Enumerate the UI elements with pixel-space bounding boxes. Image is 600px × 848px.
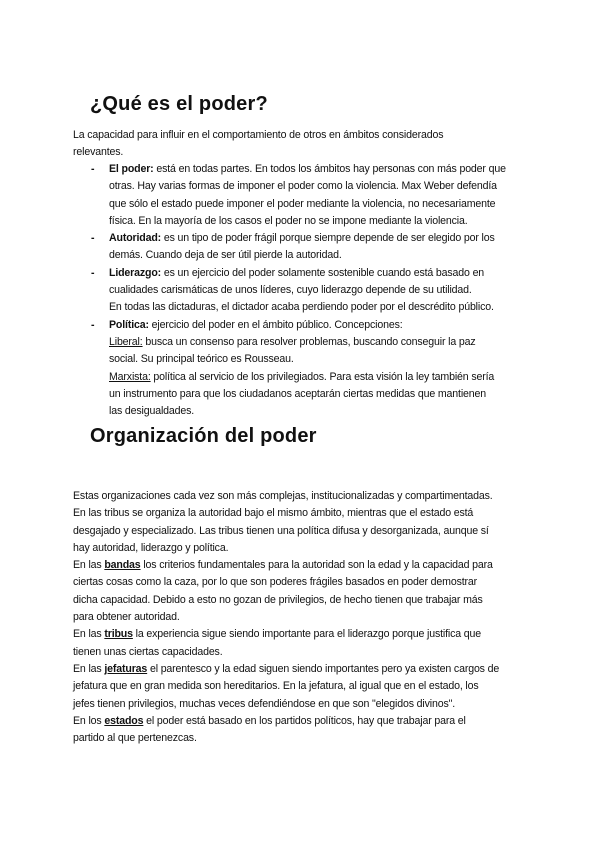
text-fragment: la experiencia sigue siendo importante para el liderazgo porque justifica que	[132, 628, 481, 641]
sub-label-marxista: Marxista:	[109, 370, 151, 383]
text-fragment: En las	[73, 628, 105, 641]
text-line: un instrumento para que los ciudadanos aceptarán ciertas medidas que mantienen	[109, 387, 486, 400]
text-line: dicha capacidad. Debido a esto no gozan de privilegios, de hecho tienen que trabajar más	[73, 593, 483, 606]
term-label: Política:	[109, 318, 149, 331]
organizacion-paragraphs	[73, 488, 499, 747]
text-line: En todas las dictaduras, el dictador acaba perdiendo poder por el descrédito público.	[109, 301, 494, 314]
text-line: cualidades carismáticas de unos líderes, cuyo liderazgo depende de su utilidad.	[109, 284, 472, 297]
term-label: Liderazgo:	[109, 266, 162, 279]
text-line: desgajado y especializado. Las tribus tienen una política difusa y desorganizada, aunque sí	[73, 524, 489, 537]
term-label: Autoridad:	[109, 232, 162, 245]
term-tribus: tribus	[104, 628, 133, 641]
text-line: política al servicio de los privilegiados. Para esta visión la ley también sería	[150, 370, 495, 383]
text-fragment: En las	[73, 662, 105, 675]
text-line: es un ejercicio del poder solamente sostenible cuando está basado en	[161, 266, 485, 279]
term-label: El poder:	[109, 163, 154, 175]
text-fragment: los criterios fundamentales para la autoridad son la edad y la capacidad para	[140, 559, 493, 572]
text-line: jefatura que en gran medida son hereditarios. En la jefatura, al igual que en el estado, los	[73, 680, 479, 693]
list-item-politica	[91, 317, 506, 421]
text-line: otras. Hay varias formas de imponer el poder como la violencia. Max Weber defendía	[109, 180, 497, 193]
text-line: En las tribus se organiza la autoridad bajo el mismo ámbito, mientras que el estado está	[73, 507, 474, 520]
intro-paragraph	[73, 127, 443, 162]
bullet-dash: -	[91, 163, 95, 175]
text-fragment: En los	[73, 714, 105, 727]
text-line: social. Su principal teórico es Rousseau.	[109, 353, 294, 366]
text-line: para obtener autoridad.	[73, 611, 180, 624]
text-fragment: el poder está basado en los partidos políticos, hay que trabajar para el	[143, 714, 466, 727]
text-line: busca un consenso para resolver problemas, buscando conseguir la paz	[142, 335, 476, 348]
text-line: demás. Cuando deja de ser útil pierde la autoridad.	[109, 249, 342, 262]
term-jefaturas: jefaturas	[104, 662, 148, 675]
list-item-liderazgo	[91, 265, 506, 317]
text-line: las desigualdades.	[109, 405, 195, 418]
text-line: Estas organizaciones cada vez son más complejas, institucionalizadas y compartimentadas.	[73, 490, 493, 502]
text-line: está en todas partes. En todos los ámbitos hay personas con más poder que	[153, 163, 506, 175]
term-estados: estados	[104, 714, 144, 727]
jefaturas-line	[73, 661, 499, 678]
list-item-autoridad	[91, 230, 506, 265]
text-line: es un tipo de poder frágil porque siempre depende de ser elegido por los	[161, 232, 495, 245]
bullet-dash: -	[91, 318, 95, 331]
text-fragment: En las	[73, 559, 105, 572]
text-line: física. En la mayoría de los casos el poder no se impone mediante la violencia.	[109, 214, 468, 227]
text-line: hay autoridad, liderazgo y política.	[73, 541, 229, 554]
section-title-organizacion-del-poder: Organización del poder	[90, 425, 317, 447]
text-line: ejercicio del poder en el ámbito público. Concepciones:	[148, 318, 403, 331]
sub-label-liberal: Liberal:	[109, 335, 143, 348]
term-bandas: bandas	[104, 559, 141, 572]
tribus-line	[73, 626, 499, 643]
text-line: relevantes.	[73, 146, 124, 159]
list-item-poder	[91, 161, 506, 230]
bullet-dash: -	[91, 232, 95, 245]
text-line: tienen unas ciertas capacidades.	[73, 645, 223, 658]
estados-line	[73, 713, 499, 730]
section-title-que-es-el-poder: ¿Qué es el poder?	[90, 93, 268, 115]
text-line: partido al que pertenezcas.	[73, 732, 197, 745]
text-line: jefes tienen privilegios, muchas veces defendiéndose en que son "elegidos divinos".	[73, 697, 455, 710]
bullet-dash: -	[91, 266, 95, 279]
text-line: ciertas cosas como la caza, por lo que son poderes frágiles basados en poder demostrar	[73, 576, 478, 589]
text-line: que sólo el estado puede imponer el poder mediante la violencia, no necesariamente	[109, 197, 496, 210]
text-fragment: el parentesco y la edad siguen siendo importantes pero ya existen cargos de	[147, 662, 500, 675]
text-line: La capacidad para influir en el comportamiento de otros en ámbitos considerados	[73, 129, 444, 141]
bandas-line	[73, 557, 499, 574]
concepts-list	[91, 161, 506, 420]
